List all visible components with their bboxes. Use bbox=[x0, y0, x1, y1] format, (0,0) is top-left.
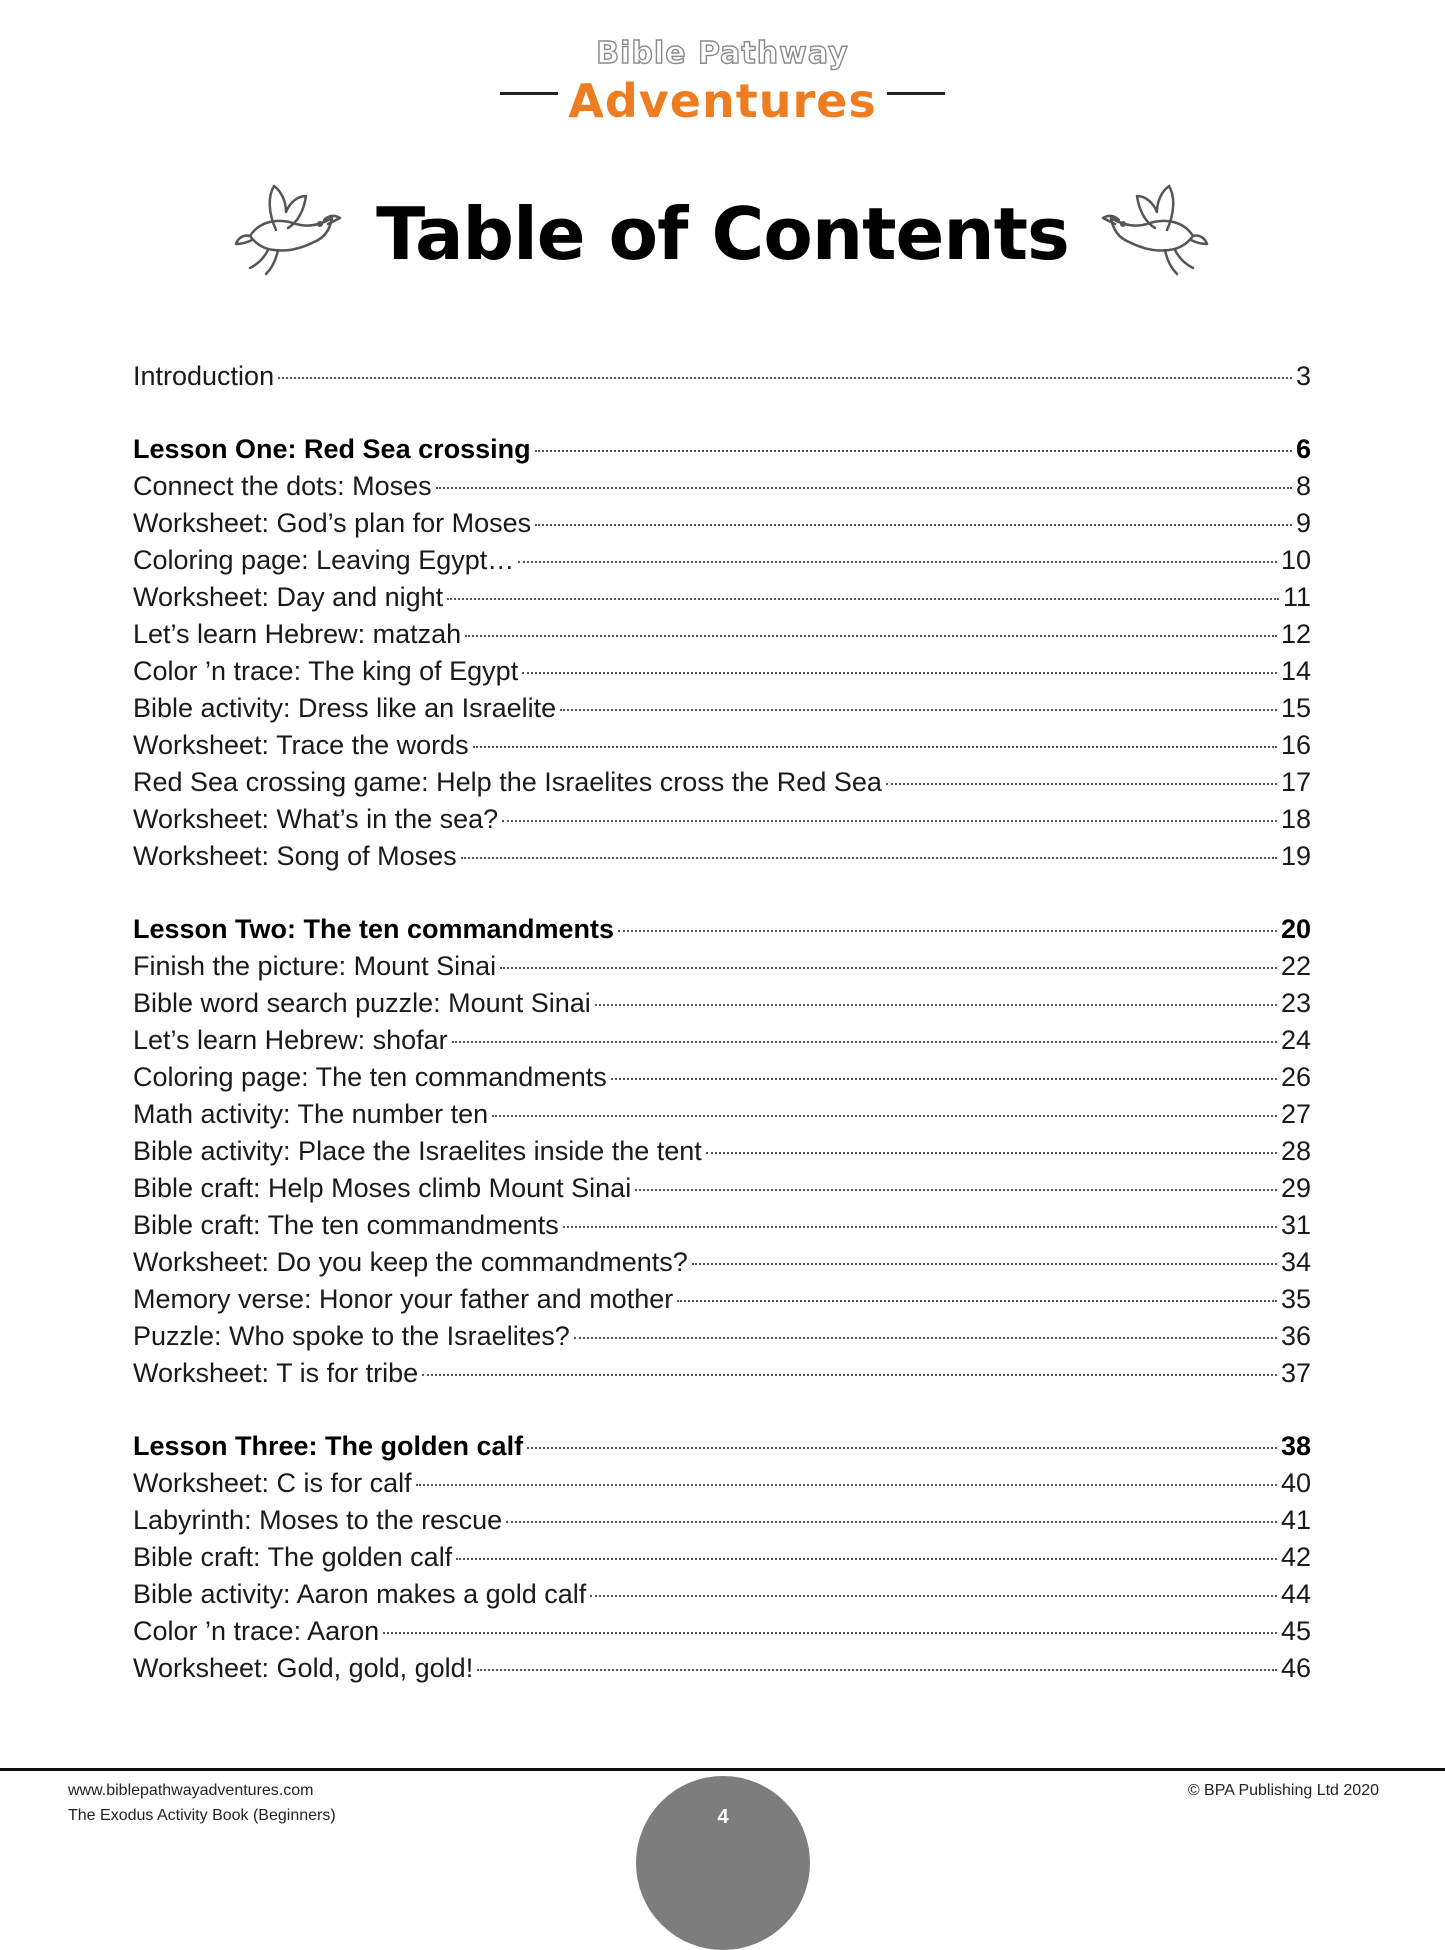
dot-leader bbox=[500, 967, 1277, 969]
dot-leader bbox=[595, 1004, 1277, 1006]
toc-entry-page: 31 bbox=[1280, 1210, 1311, 1240]
title-row bbox=[0, 170, 1445, 290]
logo-line2: Adventures bbox=[568, 74, 877, 128]
dot-leader bbox=[492, 1115, 1277, 1117]
toc-entry-page: 15 bbox=[1280, 693, 1311, 723]
dot-leader bbox=[563, 1226, 1277, 1228]
footer-divider bbox=[0, 1768, 1445, 1771]
toc-entry-label: Worksheet: Trace the words bbox=[133, 730, 469, 760]
toc-entry-label: Red Sea crossing game: Help the Israelites cross the Red Sea bbox=[133, 767, 882, 797]
toc-entry-label: Worksheet: Gold, gold, gold! bbox=[133, 1653, 474, 1683]
footer-website: www.biblepathwayadventures.com bbox=[68, 1782, 314, 1799]
toc-entry bbox=[133, 616, 1311, 653]
toc-entry-page: 24 bbox=[1280, 1025, 1311, 1055]
toc-entry-page: 17 bbox=[1280, 767, 1311, 797]
toc-entry bbox=[133, 1244, 1311, 1281]
toc-entry bbox=[133, 653, 1311, 690]
toc-entry-page: 27 bbox=[1280, 1099, 1311, 1129]
toc-entry-label: Worksheet: C is for calf bbox=[133, 1468, 412, 1498]
toc-entry-label: Memory verse: Honor your father and mother bbox=[133, 1284, 674, 1314]
toc-entry-label: Coloring page: The ten commandments bbox=[133, 1062, 607, 1092]
toc-entry bbox=[133, 358, 1311, 395]
toc-entry-label: Worksheet: What’s in the sea? bbox=[133, 804, 499, 834]
toc-entry bbox=[133, 948, 1311, 985]
toc-entry-page: 8 bbox=[1295, 471, 1311, 501]
logo-rule-right bbox=[887, 92, 945, 95]
toc-entry-page: 14 bbox=[1280, 656, 1311, 686]
toc-entry-label: Labyrinth: Moses to the rescue bbox=[133, 1505, 503, 1535]
toc-entry-page: 10 bbox=[1280, 545, 1311, 575]
toc-entry-page: 12 bbox=[1280, 619, 1311, 649]
toc-entry-page: 45 bbox=[1280, 1616, 1311, 1646]
toc-entry-page: 42 bbox=[1280, 1542, 1311, 1572]
toc-entry-label: Color ’n trace: Aaron bbox=[133, 1616, 380, 1646]
toc-entry-label: Bible craft: The ten commandments bbox=[133, 1210, 559, 1240]
section-gap bbox=[133, 395, 1311, 431]
toc-entry-page: 29 bbox=[1280, 1173, 1311, 1203]
toc-entry-label: Worksheet: Day and night bbox=[133, 582, 444, 612]
toc-entry bbox=[133, 468, 1311, 505]
toc-entry-page: 20 bbox=[1280, 914, 1311, 944]
dot-leader bbox=[447, 598, 1279, 600]
toc-entry-label: Let’s learn Hebrew: shofar bbox=[133, 1025, 448, 1055]
brand-logo bbox=[0, 30, 1445, 140]
dove-icon bbox=[1095, 178, 1215, 288]
dot-leader bbox=[692, 1263, 1277, 1265]
toc-entry bbox=[133, 1207, 1311, 1244]
toc-entry-page: 19 bbox=[1280, 841, 1311, 871]
toc-entry-label: Worksheet: Song of Moses bbox=[133, 841, 457, 871]
dot-leader bbox=[383, 1632, 1277, 1634]
toc-entry bbox=[133, 727, 1311, 764]
toc-entry-label: Introduction bbox=[133, 361, 275, 391]
toc-entry-label: Worksheet: Do you keep the commandments? bbox=[133, 1247, 688, 1277]
footer-book-title: The Exodus Activity Book (Beginners) bbox=[68, 1807, 336, 1824]
toc-entry bbox=[133, 838, 1311, 875]
page-number-badge bbox=[636, 1776, 810, 1950]
toc-entry-label: Lesson Two: The ten commandments bbox=[133, 914, 615, 944]
dot-leader bbox=[461, 857, 1277, 859]
toc-entry bbox=[133, 1576, 1311, 1613]
section-gap bbox=[133, 875, 1311, 911]
toc-entry-page: 36 bbox=[1280, 1321, 1311, 1351]
dot-leader bbox=[506, 1521, 1277, 1523]
dot-leader bbox=[422, 1374, 1277, 1376]
toc-entry-page: 37 bbox=[1280, 1358, 1311, 1388]
toc-entry bbox=[133, 542, 1311, 579]
toc-lesson-heading bbox=[133, 911, 1311, 948]
toc-entry bbox=[133, 1539, 1311, 1576]
toc-entry-page: 6 bbox=[1295, 434, 1311, 464]
toc-entry bbox=[133, 1650, 1311, 1687]
page-title: Table of Contents bbox=[376, 192, 1069, 276]
toc-entry-page: 46 bbox=[1280, 1653, 1311, 1683]
dot-leader bbox=[535, 524, 1292, 526]
toc-entry bbox=[133, 1059, 1311, 1096]
toc-entry-label: Worksheet: God’s plan for Moses bbox=[133, 508, 532, 538]
dot-leader bbox=[527, 1447, 1277, 1449]
toc-entry bbox=[133, 690, 1311, 727]
toc-entry bbox=[133, 579, 1311, 616]
toc-lesson-heading bbox=[133, 431, 1311, 468]
toc-entry bbox=[133, 801, 1311, 838]
toc-entry-page: 26 bbox=[1280, 1062, 1311, 1092]
dot-leader bbox=[611, 1078, 1277, 1080]
toc-entry-label: Finish the picture: Mount Sinai bbox=[133, 951, 497, 981]
dot-leader bbox=[436, 487, 1292, 489]
dot-leader bbox=[886, 783, 1277, 785]
toc-entry-label: Bible word search puzzle: Mount Sinai bbox=[133, 988, 591, 1018]
toc-entry-label: Bible activity: Place the Israelites inside the tent bbox=[133, 1136, 702, 1166]
dot-leader bbox=[535, 450, 1292, 452]
toc-entry-page: 41 bbox=[1280, 1505, 1311, 1535]
logo-line1: Bible Pathway bbox=[596, 36, 849, 71]
toc-entry-page: 44 bbox=[1280, 1579, 1311, 1609]
toc-entry bbox=[133, 1133, 1311, 1170]
toc-entry-page: 9 bbox=[1295, 508, 1311, 538]
toc-entry-label: Puzzle: Who spoke to the Israelites? bbox=[133, 1321, 570, 1351]
toc-entry-page: 28 bbox=[1280, 1136, 1311, 1166]
toc-entry-label: Bible craft: The golden calf bbox=[133, 1542, 453, 1572]
dot-leader bbox=[502, 820, 1277, 822]
dot-leader bbox=[590, 1595, 1277, 1597]
dot-leader bbox=[560, 709, 1277, 711]
table-of-contents bbox=[133, 358, 1311, 1687]
toc-entry bbox=[133, 1281, 1311, 1318]
dot-leader bbox=[677, 1300, 1277, 1302]
toc-entry bbox=[133, 1170, 1311, 1207]
toc-entry-page: 40 bbox=[1280, 1468, 1311, 1498]
dot-leader bbox=[473, 746, 1277, 748]
toc-entry-page: 34 bbox=[1280, 1247, 1311, 1277]
dot-leader bbox=[522, 672, 1277, 674]
footer-left bbox=[68, 1778, 336, 1828]
footer-copyright: © BPA Publishing Ltd 2020 bbox=[1187, 1782, 1379, 1799]
toc-entry-label: Let’s learn Hebrew: matzah bbox=[133, 619, 462, 649]
dot-leader bbox=[574, 1337, 1277, 1339]
dot-leader bbox=[416, 1484, 1277, 1486]
toc-entry-page: 38 bbox=[1280, 1431, 1311, 1461]
toc-entry-label: Bible activity: Dress like an Israelite bbox=[133, 693, 557, 723]
dot-leader bbox=[278, 377, 1292, 379]
toc-entry bbox=[133, 764, 1311, 801]
dot-leader bbox=[618, 930, 1277, 932]
toc-entry bbox=[133, 1318, 1311, 1355]
toc-entry bbox=[133, 985, 1311, 1022]
toc-entry bbox=[133, 1465, 1311, 1502]
toc-entry bbox=[133, 1613, 1311, 1650]
dot-leader bbox=[465, 635, 1277, 637]
dot-leader bbox=[518, 561, 1277, 563]
toc-entry-label: Bible craft: Help Moses climb Mount Sinai bbox=[133, 1173, 632, 1203]
toc-entry-page: 35 bbox=[1280, 1284, 1311, 1314]
toc-lesson-heading bbox=[133, 1428, 1311, 1465]
toc-entry bbox=[133, 1096, 1311, 1133]
toc-entry-label: Color ’n trace: The king of Egypt bbox=[133, 656, 519, 686]
toc-entry-label: Bible activity: Aaron makes a gold calf bbox=[133, 1579, 587, 1609]
toc-entry bbox=[133, 1502, 1311, 1539]
toc-entry bbox=[133, 1022, 1311, 1059]
dot-leader bbox=[635, 1189, 1277, 1191]
section-gap bbox=[133, 1392, 1311, 1428]
toc-entry-label: Lesson Three: The golden calf bbox=[133, 1431, 524, 1461]
toc-entry-label: Math activity: The number ten bbox=[133, 1099, 489, 1129]
toc-entry-label: Connect the dots: Moses bbox=[133, 471, 432, 501]
toc-entry-label: Coloring page: Leaving Egypt… bbox=[133, 545, 515, 575]
dot-leader bbox=[706, 1152, 1277, 1154]
toc-entry-page: 16 bbox=[1280, 730, 1311, 760]
dot-leader bbox=[477, 1669, 1277, 1671]
toc-entry bbox=[133, 1355, 1311, 1392]
toc-entry bbox=[133, 505, 1311, 542]
page-number: 4 bbox=[717, 1806, 729, 1828]
dot-leader bbox=[456, 1558, 1277, 1560]
toc-entry-label: Worksheet: T is for tribe bbox=[133, 1358, 419, 1388]
toc-entry-page: 18 bbox=[1280, 804, 1311, 834]
dot-leader bbox=[452, 1041, 1277, 1043]
toc-entry-page: 23 bbox=[1280, 988, 1311, 1018]
toc-entry-page: 22 bbox=[1280, 951, 1311, 981]
toc-entry-page: 3 bbox=[1295, 361, 1311, 391]
toc-entry-label: Lesson One: Red Sea crossing bbox=[133, 434, 531, 464]
toc-entry-page: 11 bbox=[1282, 582, 1311, 612]
